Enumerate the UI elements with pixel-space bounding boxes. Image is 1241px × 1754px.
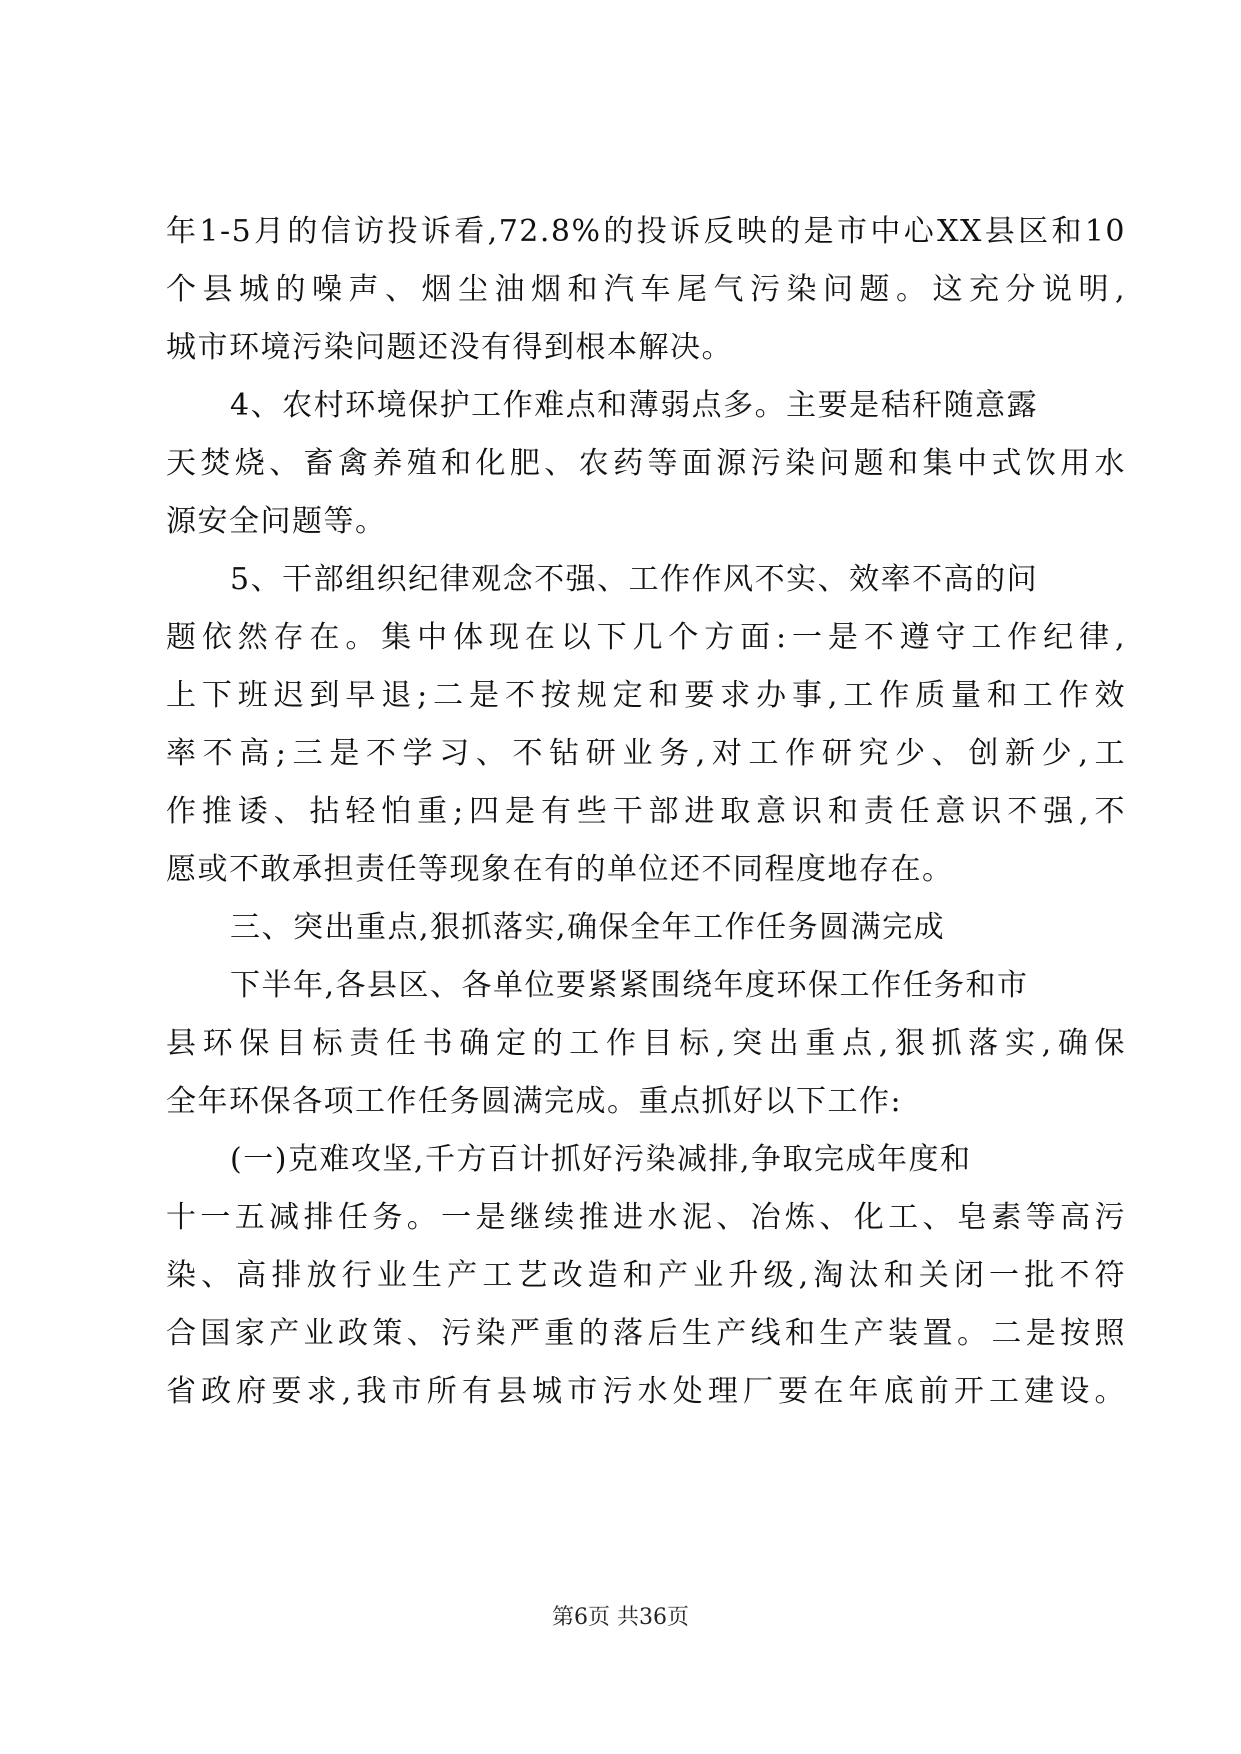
text-line-6: 源安全问题等。 [166,504,387,539]
text-line-15: 县环保目标责任书确定的工作目标,突出重点,狠抓落实,确保 [166,1026,1126,1061]
text-line-9: 上下班迟到早退;二是不按规定和要求办事,工作质量和工作效 [166,678,1126,713]
text-line-4: 4、农村环境保护工作难点和薄弱点多。主要是秸秆随意露 [230,388,1039,423]
text-line-21: 省政府要求,我市所有县城市污水处理厂要在年底前开工建设。 [166,1374,1126,1409]
text-line-10: 率不高;三是不学习、不钻研业务,对工作研究少、创新少,工 [166,736,1126,771]
text-line-12: 愿或不敢承担责任等现象在有的单位还不同程度地存在。 [166,852,954,887]
text-line-16: 全年环保各项工作任务圆满完成。重点抓好以下工作: [166,1084,903,1119]
text-line-7: 5、干部组织纪律观念不强、工作作风不实、效率不高的问 [230,562,1039,597]
text-line-18: 十一五减排任务。一是继续推进水泥、冶炼、化工、皂素等高污 [166,1200,1126,1235]
text-line-20: 合国家产业政策、污染严重的落后生产线和生产装置。二是按照 [166,1316,1126,1351]
section-heading: 三、突出重点,狠抓落实,确保全年工作任务圆满完成 [230,910,946,945]
text-line-19: 染、高排放行业生产工艺改造和产业升级,淘汰和关闭一批不符 [166,1258,1126,1293]
text-line-11: 作推诿、拈轻怕重;四是有些干部进取意识和责任意识不强,不 [166,794,1126,829]
text-line-1: 年1-5月的信访投诉看,72.8%的投诉反映的是市中心XX县区和10 [166,214,1126,249]
text-line-14: 下半年,各县区、各单位要紧紧围绕年度环保工作任务和市 [230,968,1029,1003]
text-line-3: 城市环境污染问题还没有得到根本解决。 [166,330,733,365]
text-line-17: (一)克难攻坚,千方百计抓好污染减排,争取完成年度和 [230,1142,972,1177]
page-number-footer: 第6页 共36页 [552,1605,689,1630]
text-line-5: 天焚烧、畜禽养殖和化肥、农药等面源污染问题和集中式饮用水 [166,446,1126,481]
text-line-8: 题依然存在。集中体现在以下几个方面:一是不遵守工作纪律, [166,620,1126,655]
text-line-2: 个县城的噪声、烟尘油烟和汽车尾气污染问题。这充分说明, [166,272,1126,307]
